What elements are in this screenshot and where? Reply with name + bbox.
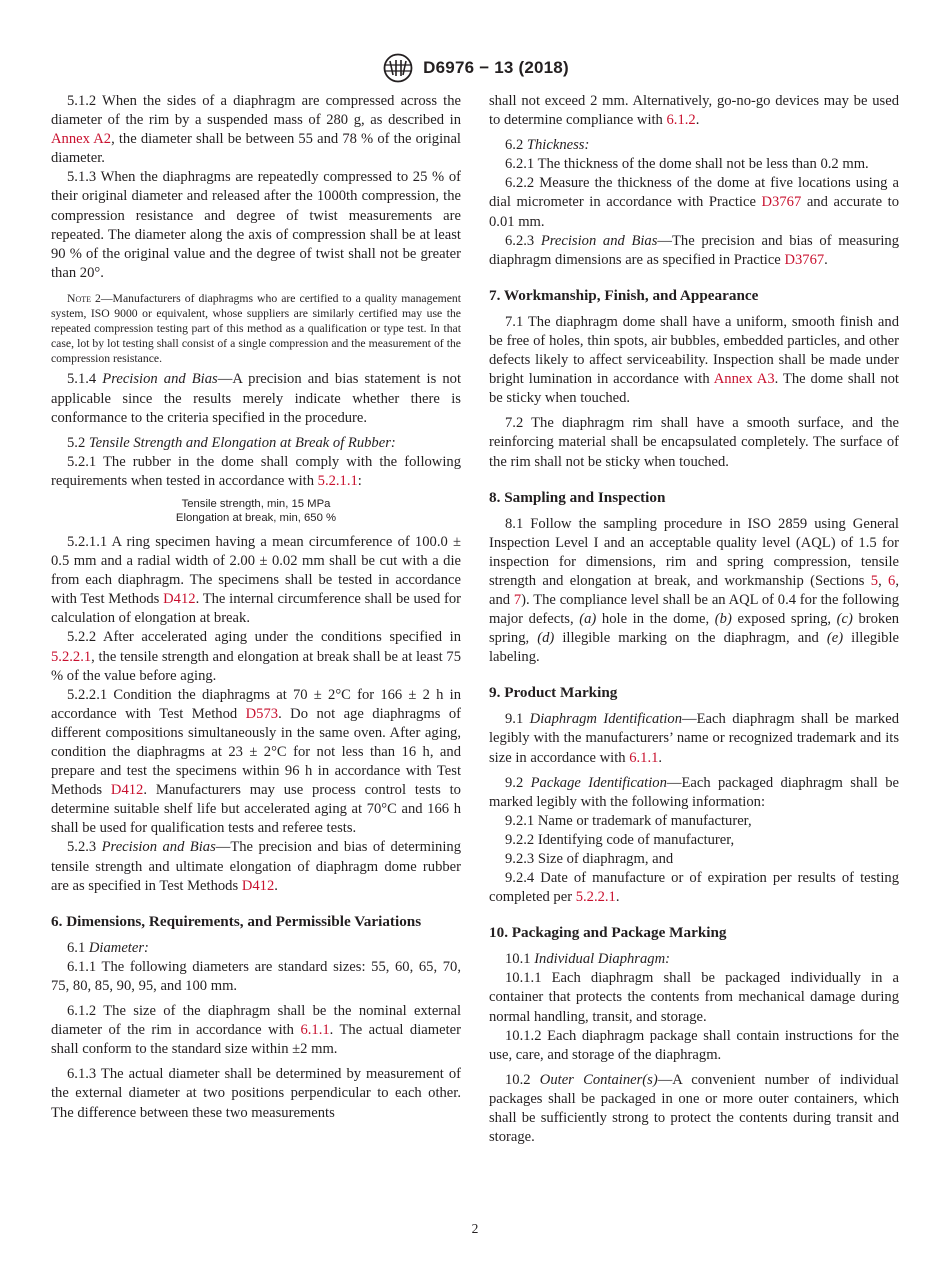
document-header [0,52,950,84]
para-5-2-2-1: 5.2.2.1 Condition the diaphragms at 70 ± 2°C for 166 ± 2 h in accordance with Test Method D573. Do not age diaphragms of different compositions simultaneously in the same oven. After aging, condition the diaphragms at 23 ± 2°C for not less than 16 h, and prepare and test the specimens within 96 h in accordance with Test Methods D412. Manufacturers may use process control tests to determine suitable shelf life but accelerated aging at 70°C and 166 h shall be used for qualification tests and referee tests. [51,686,461,837]
para-6-2-1: 6.2.1 The thickness of the dome shall not be less than 0.2 mm. [505,156,869,173]
section-9-heading: 9. Product Marking [489,684,618,702]
left-column [51,92,461,1123]
link-d573[interactable]: D573 [245,705,279,722]
requirements-block [51,497,461,525]
para-9-2: 9.2 Package Identification—Each packaged diaphragm shall be marked legibly with the following information: [489,774,899,810]
para-5-2-1-1: 5.2.1.1 A ring specimen having a mean circumference of 100.0 ± 0.5 mm and a radial width of 2.00 ± 0.02 mm shall be cut with a die from each diaphragm. The specimens shall be tested in accordance with Test Methods D412. The internal circumference shall be used for calculation of elongation at break. [51,533,462,627]
link-6-1-2[interactable]: 6.1.2 [666,112,696,129]
para-6-2-2: 6.2.2 Measure the thickness of the dome at five locations using a dial micrometer in accordance with Practice D3767 and accurate to 0.01 mm. [489,175,899,230]
para-7-1: 7.1 The diaphragm dome shall have a uniform, smooth finish and be free of holes, thin spots, air bubbles, embedded particles, and other defects likely to affect serviceability. Inspection shall be made under bright lumination in accordance with Annex A3. The dome shall not be sticky when touched. [489,313,899,407]
link-annex-a2[interactable]: Annex A2 [51,131,112,148]
astm-logo-icon [381,53,415,83]
para-7-2: 7.2 The diaphragm rim shall have a smooth surface, and the reinforcing material shall be encapsulated completely. The surface of the rim shall not be sticky when touched. [489,415,899,470]
para-5-2-3: 5.2.3 Precision and Bias—The precision and bias of determining tensile strength and ultimate elongation of diaphragm dome rubber are as specified in Test Methods D412. [51,839,461,894]
document-title: D6976 − 13 (2018) [423,58,569,77]
section-7-heading: 7. Workmanship, Finish, and Appearance [489,286,759,304]
page-number: 2 [471,1221,479,1236]
link-d412[interactable]: D412 [163,591,196,608]
link-section-5[interactable]: 5 [870,572,879,589]
para-6-1-1: 6.1.1 The following diameters are standard sizes: 55, 60, 65, 70, 75, 80, 85, 90, 95, and 100 mm. [51,958,461,994]
para-9-2-3: 9.2.3 Size of diaphragm, and [505,851,674,867]
note-2: Note 2—Manufacturers of diaphragms who are certified to a quality management system, ISO 9000 or equivalent, whose suppliers are similarly certified may use the repeated compression testing part of this method as a qualification or type test. In that case, lot by lot testing shall consist of a single compression and the measurement of the compression resistance. [51,291,461,366]
link-d3767[interactable]: D3767 [761,194,802,211]
para-6-1-3: 6.1.3 The actual diameter shall be determined by measurement of the external diameter at two positions perpendicular to each other. The difference between these two measurements [51,1066,461,1121]
para-9-2-2: 9.2.2 Identifying code of manufacturer, [505,831,735,848]
para-10-1: 10.1 Individual Diaphragm: [505,951,670,968]
link-6-1-1[interactable]: 6.1.1 [629,749,659,766]
link-5-2-2-1[interactable]: 5.2.2.1 [575,889,616,906]
para-5-1-2: 5.1.2 When the sides of a diaphragm are compressed across the diameter of the rim by a suspended mass of 280 g, as described in Annex A2, the diameter shall be between 55 and 78 % of the original diameter. [51,93,461,167]
para-5-1-3: 5.1.3 When the diaphragms are repeatedly compressed to 25 % of their original diameter and released after the 1000th compression, the compression resistance and degree of twist measurements are repeated. The diameter along the axis of compression shall be at least 90 % of the original value and the degree of twist shall not be greater than 20°. [51,169,461,281]
para-5-2-2: 5.2.2 After accelerated aging under the conditions specified in 5.2.2.1, the tensile strength and elongation at break shall be at least 75 % of the value before aging. [51,629,461,684]
para-10-1-1: 10.1.1 Each diaphragm shall be packaged individually in a container that protects the contents from mechanical damage during normal handling, transit, and storage. [489,970,899,1025]
link-5-2-1-1[interactable]: 5.2.1.1 [317,472,358,489]
requirement-elongation: Elongation at break, min, 650 % [175,511,337,524]
para-5-1-4: 5.1.4 Precision and Bias—A precision and bias statement is not applicable since the results merely indicate whether there is conformance to the criteria specified in the procedure. [51,371,461,426]
link-5-2-2-1[interactable]: 5.2.2.1 [51,648,92,665]
requirement-tensile: Tensile strength, min, 15 MPa [181,497,331,510]
right-column [489,92,899,1147]
section-8-heading: 8. Sampling and Inspection [489,488,666,506]
link-section-6[interactable]: 6 [888,572,896,589]
para-10-1-2: 10.1.2 Each diaphragm package shall contain instructions for the use, care, and storage of the diaphragm. [489,1027,899,1063]
para-9-1: 9.1 Diaphragm Identification—Each diaphragm shall be marked legibly with the manufacturers’ name or recognized trademark and its size in accordance with 6.1.1. [489,711,900,766]
link-annex-a3[interactable]: Annex A3 [713,371,775,388]
link-d412[interactable]: D412 [241,877,275,894]
para-5-2: 5.2 Tensile Strength and Elongation at Break of Rubber: [67,434,396,451]
section-10-heading: 10. Packaging and Package Marking [489,924,727,942]
para-6-1-3-cont: shall not exceed 2 mm. Alternatively, go-no-go devices may be used to determine compliance with 6.1.2. [489,93,899,129]
link-section-7[interactable]: 7 [513,591,522,608]
para-5-2-1: 5.2.1 The rubber in the dome shall comply with the following requirements when tested in accordance with 5.2.1.1: [51,453,461,489]
para-6-2: 6.2 Thickness: [505,137,590,154]
section-6-heading: 6. Dimensions, Requirements, and Permissible Variations [51,912,422,930]
link-6-1-1[interactable]: 6.1.1 [300,1022,330,1039]
para-9-2-1: 9.2.1 Name or trademark of manufacturer, [505,812,752,829]
link-d3767[interactable]: D3767 [784,251,825,268]
para-6-2-3: 6.2.3 Precision and Bias—The precision and bias of measuring diaphragm dimensions are as specified in Practice D3767. [489,232,900,268]
para-8-1: 8.1 Follow the sampling procedure in ISO 2859 using General Inspection Level I and an acceptable quality level (AQL) of 1.5 for inspection for dimensions, rim and spring compression, tensile strength and elongation at break, and workmanship (Sections 5, 6, and 7). The compliance level shall be an AQL of 0.4 for the following major defects, (a) hole in the dome, (b) exposed spring, (c) broken spring, (d) illegible marking on the diaphragm, and (e) illegible labeling. [489,515,900,666]
para-9-2-4: 9.2.4 Date of manufacture or of expiration per results of testing completed per 5.2.2.1. [489,870,899,906]
link-d412[interactable]: D412 [110,782,144,799]
para-10-2: 10.2 Outer Container(s)—A convenient number of individual packages shall be packaged in one or more outer containers, which shall be sufficiently strong to protect the contents during transit and storage. [489,1071,899,1146]
para-6-1-2: 6.1.2 The size of the diaphragm shall be the nominal external diameter of the rim in accordance with 6.1.1. The actual diameter shall conform to the standard size within ±2 mm. [51,1003,461,1058]
para-6-1: 6.1 Diameter: [67,939,149,956]
